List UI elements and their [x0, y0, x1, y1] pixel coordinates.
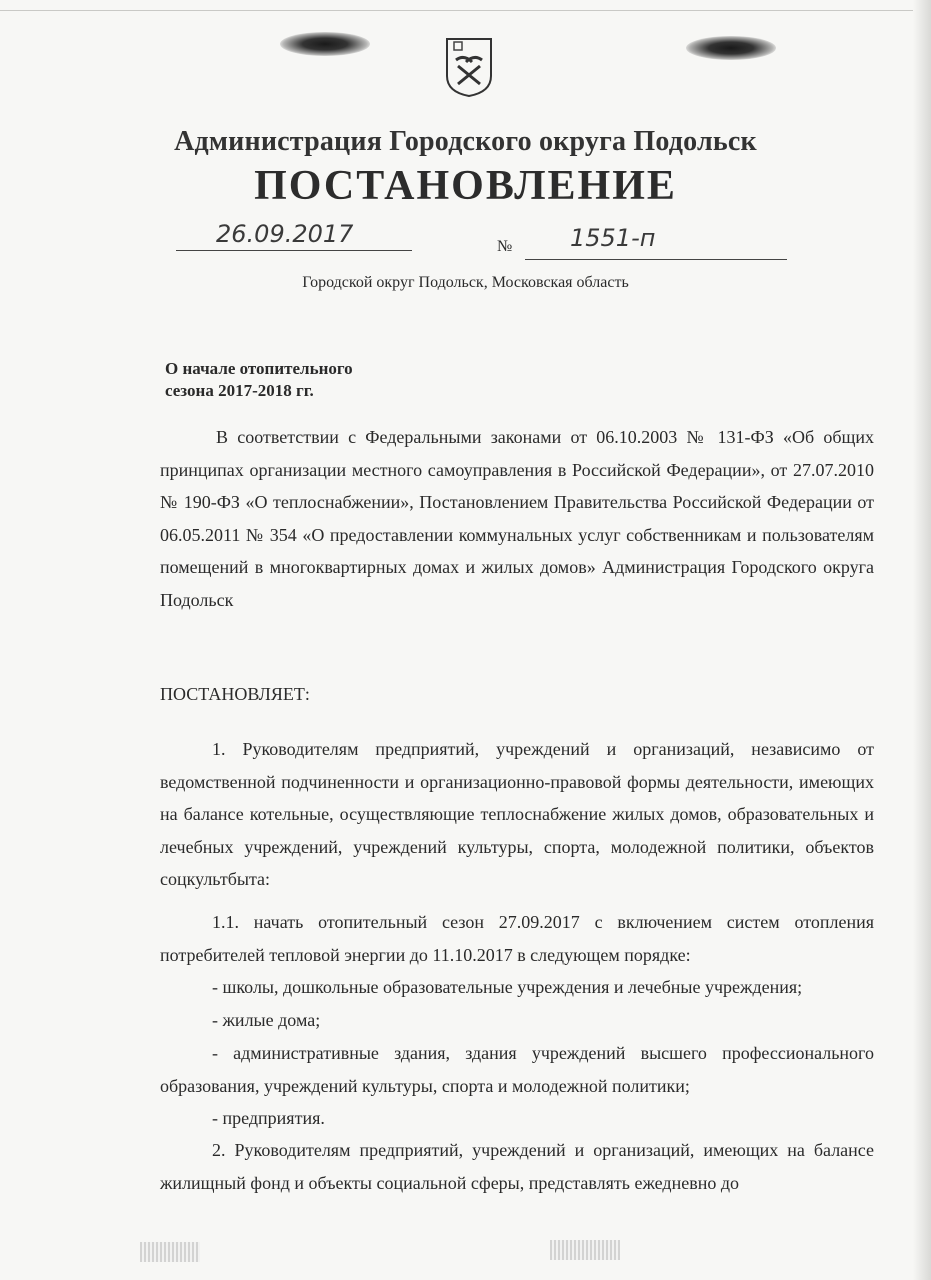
document-type-title: ПОСТАНОВЛЕНИЕ: [254, 163, 677, 209]
number-underline: [525, 259, 787, 260]
list-item: - жилые дома;: [212, 1010, 321, 1030]
date-underline: [176, 250, 412, 251]
coat-of-arms-icon: [444, 36, 494, 98]
number-sign: №: [497, 238, 513, 255]
subject-line-2: сезона 2017-2018 гг.: [165, 381, 314, 400]
organization-title: Администрация Городского округа Подольск: [174, 126, 757, 157]
locality-line: Городской округ Подольск, Московская область: [302, 274, 629, 291]
point-1-1-paragraph: 1.1. начать отопительный сезон 27.09.2017 с включением систем отопления потребителей тепловой энергии до 11.10.2017 в следующем порядке:: [160, 912, 874, 965]
decrees-heading: ПОСТАНОВЛЯЕТ:: [160, 684, 310, 704]
list-item: - школы, дошкольные образовательные учреждения и лечебные учреждения;: [212, 977, 803, 997]
punch-hole-smudge-right: [686, 36, 776, 60]
scan-top-edge: [0, 10, 931, 11]
list-item: - предприятия.: [212, 1108, 325, 1128]
preamble-paragraph: В соответствии с Федеральными законами от 06.10.2003 № 131-ФЗ «Об общих принципах организации местного самоуправления в Российской Федерации», от 27.07.2010 № 190-ФЗ «О теплоснабжении», Постановлением Правительства Российской Федерации от 06.05.2011 № 354 «О предоставлении коммунальных услуг собственникам и пользователям помещений в многоквартирных домах и жилых домов» Администрация Городского округа Подольск: [160, 427, 874, 610]
point-2-paragraph: 2. Руководителям предприятий, учреждений и организаций, имеющих на балансе жилищный фонд и объекты социальной сферы, представлять ежедневно до: [160, 1140, 874, 1193]
document-number: 1551-п: [570, 224, 656, 252]
punch-hole-smudge-left: [280, 32, 370, 56]
document-date: 26.09.2017: [216, 220, 354, 248]
document-subject: [165, 358, 353, 402]
list-item: - административные здания, здания учреждений высшего профессионального образования, учреждений культуры, спорта и молодежной политики;: [160, 1043, 874, 1096]
scan-noise-bottom-left: [140, 1242, 200, 1262]
point-1-paragraph: 1. Руководителям предприятий, учреждений и организаций, независимо от ведомственной подчиненности и организационно-правовой формы деятельности, имеющих на балансе котельные, осуществляющие теплоснабжение жилых домов, образовательных и лечебных учреждений, учреждений культуры, спорта, молодежной политики, объектов соцкультбыта:: [160, 739, 874, 889]
subject-line-1: О начале отопительного: [165, 359, 353, 378]
scan-noise-bottom-center: [550, 1240, 620, 1260]
